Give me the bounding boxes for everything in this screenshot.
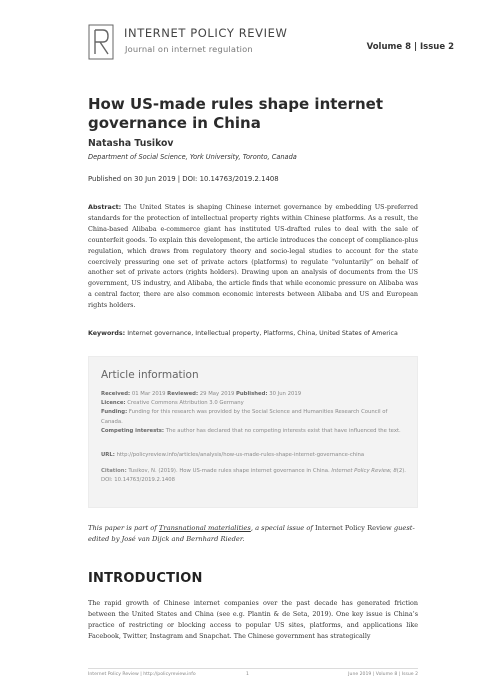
special-journal: Internet Policy Review — [315, 524, 392, 532]
published-label: Published: — [236, 391, 268, 397]
competing-value: The author has declared that no competing interests exist that have influenced the text. — [165, 427, 401, 434]
reviewed-date: 29 May 2019 — [199, 391, 235, 397]
citation-text: Tusikov, N. (2019). How US-made rules shape internet governance in China. — [128, 468, 330, 474]
article-url-link[interactable]: http://policyreview.info/articles/analysis/how-us-made-rules-shape-internet-governance-china — [116, 452, 365, 458]
special-mid: , a special issue of — [250, 524, 313, 532]
citation-label: Citation: — [101, 468, 127, 474]
footer-left: Internet Policy Review | http://policyreview.info — [88, 672, 196, 677]
introduction-text: The rapid growth of Chinese internet companies over the past decade has generated friction between the United States and China (see e.g. Plantin & de Seta, 2019). One key issue is China’s practice of restricting or blocking access to popular US sites, platforms, and applications like Facebook, Twitter, Instagram and Snapchat. The Chinese government has strategically — [88, 599, 418, 640]
licence-label: Licence: — [101, 400, 126, 407]
special-post: guest-edited by José van Dijck and Bernhard Rieder. — [88, 524, 415, 543]
ipr-logo-icon — [88, 24, 114, 60]
special-pre: This paper is part of — [88, 524, 157, 532]
keywords — [88, 330, 418, 337]
abstract-label: Abstract: — [88, 203, 122, 211]
received-label: Received: — [101, 391, 131, 397]
reviewed-label: Reviewed: — [167, 391, 199, 397]
licence-value: Creative Commons Attribution 3.0 Germany — [127, 400, 244, 407]
info-licence — [101, 399, 407, 408]
info-competing — [101, 427, 407, 436]
info-funding — [101, 408, 407, 426]
journal-header — [88, 24, 454, 64]
author-name: Natasha Tusikov — [88, 138, 174, 149]
abstract — [88, 202, 418, 311]
article-information-box — [88, 356, 418, 508]
journal-subtitle: Journal on internet regulation — [125, 44, 253, 54]
info-details — [101, 390, 407, 436]
url-label: URL: — [101, 452, 115, 458]
article-title: How US-made rules shape internet governance in China — [88, 95, 384, 132]
received-date: 01 Mar 2019 — [131, 391, 166, 397]
info-title: Article information — [101, 369, 199, 381]
abstract-text: The United States is shaping Chinese internet governance by embedding US-preferred standards for the protection of intellectual property rights within Chinese platforms. As a result, the China-based Alibaba e-commerce giant has instituted US-drafted rules to deal with the sale of counterfeit goods. To explain this development, the article introduces the concept of compliance-plus regulation, which draws from regulatory theory and socio-legal studies to account for the state coercively pressuring one set of private actors (platforms) to regulate “voluntarily” on behalf of another set of private actors (rights holders). Drawing upon an analysis of documents from the US government, US industry, and Alibaba, the article finds that while economic pressure on Alibaba was a central factor, there are also common economic interests between Alibaba and US and European rights holders. — [88, 203, 418, 310]
info-dates — [101, 390, 407, 399]
footer-divider — [88, 668, 418, 669]
page-number: 1 — [246, 672, 249, 677]
footer-right: June 2019 | Volume 8 | Issue 2 — [348, 672, 418, 677]
introduction-heading: INTRODUCTION — [88, 571, 203, 586]
journal-name: INTERNET POLICY REVIEW — [124, 26, 288, 40]
citation-rest: (2). DOI: 10.14763/2019.2.1408 — [101, 468, 406, 484]
special-issue-link[interactable]: Transnational materialities — [158, 524, 251, 532]
info-url — [101, 452, 407, 458]
funding-label: Funding: — [101, 409, 128, 416]
funding-value: Funding for this research was provided by the Social Science and Humanities Research Council of Canada. — [101, 409, 388, 425]
citation-journal: Internet Policy Review, 8 — [331, 468, 397, 474]
keywords-text: Internet governance, Intellectual property, Platforms, China, United States of America — [127, 330, 398, 337]
keywords-label: Keywords: — [88, 330, 126, 337]
publication-line: Published on 30 Jun 2019 | DOI: 10.14763/2019.2.1408 — [88, 175, 279, 183]
published-date: 30 Jun 2019 — [269, 391, 302, 397]
competing-label: Competing interests: — [101, 427, 165, 434]
author-affiliation: Department of Social Science, York University, Toronto, Canada — [88, 153, 297, 161]
special-issue-note — [88, 523, 418, 545]
volume-issue: Volume 8 | Issue 2 — [366, 42, 454, 52]
info-citation — [101, 467, 407, 485]
